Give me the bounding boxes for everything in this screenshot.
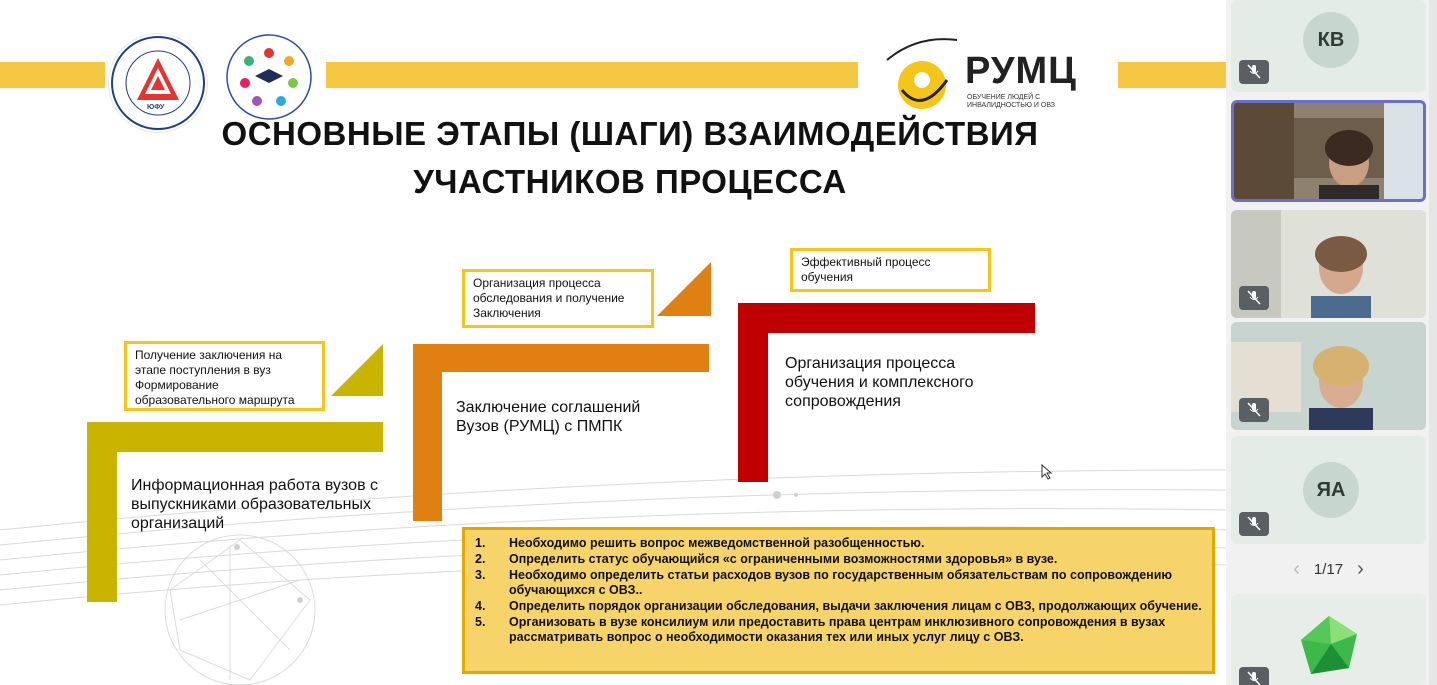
slide-title <box>150 110 1110 206</box>
notes-list-item: 5. Организовать в вузе консилиум или предоставить права центрам инклюзивного сопровождения в вузах рассматривать вопрос о необходимости оказания тех или иных услуг лицу с ОВЗ. <box>475 615 1166 644</box>
avatar: КВ <box>1303 12 1359 68</box>
participant-tile[interactable] <box>1231 0 1426 92</box>
participant-video-tile[interactable] <box>1231 322 1426 430</box>
participant-tile[interactable] <box>1231 436 1426 544</box>
resource-center-logo-mark <box>225 33 313 121</box>
header-bar-middle <box>326 62 858 88</box>
chevron-left-icon[interactable]: ‹ <box>1293 557 1300 580</box>
step-1-box: Получение заключения на этапе поступления в вуз Формирование образовательного маршрута <box>124 341 325 411</box>
notes-list-item: 3. Необходимо определить статьи расходов вузов по государственным обязательствам по сопровождению обучающихся с ОВЗ.. <box>475 568 1173 597</box>
gem-icon <box>1297 614 1361 678</box>
scrollbar[interactable] <box>1429 0 1437 685</box>
mouse-cursor-icon <box>1041 464 1053 480</box>
mic-off-icon[interactable] <box>1239 667 1269 685</box>
participant-tile[interactable] <box>1231 594 1426 685</box>
notes-list <box>475 536 1202 645</box>
rumc-logo-mark <box>877 30 967 120</box>
slide-title-line1: ОСНОВНЫЕ ЭТАПЫ (ШАГИ) ВЗАИМОДЕЙСТВИЯ <box>221 115 1039 152</box>
header-bar-left <box>0 62 105 88</box>
avatar: ЯА <box>1303 462 1359 518</box>
mic-off-icon[interactable] <box>1239 512 1269 536</box>
step-3-box: Эффективный процесс обучения <box>790 248 991 292</box>
rumc-title: РУМЦ <box>965 50 1077 92</box>
rumc-subtitle: ОБУЧЕНИЕ ЛЮДЕЙ С ИНВАЛИДНОСТЬЮ И ОВЗ <box>967 94 1056 109</box>
step-1-arrow <box>331 344 383 396</box>
notes-list-item: 1. Необходимо решить вопрос межведомственной разобщенностью. <box>475 536 925 550</box>
step-2-box: Организация процесса обследования и получение Заключения <box>462 269 654 328</box>
notes-list-item: 2. Определить статус обучающийся «с ограниченными возможностями здоровья» в вузе. <box>475 552 1058 566</box>
participants-pager <box>1231 556 1426 582</box>
participant-video-tile[interactable] <box>1231 210 1426 318</box>
rumc-logo <box>877 30 1097 120</box>
mic-off-icon[interactable] <box>1239 398 1269 422</box>
video-feed <box>1234 103 1426 202</box>
mic-off-icon[interactable] <box>1239 286 1269 310</box>
header-bar-right <box>1118 62 1226 88</box>
step-2-arrow <box>657 262 711 316</box>
notes-box <box>462 527 1215 674</box>
mic-off-icon[interactable] <box>1239 60 1269 84</box>
notes-list-item: 4. Определить порядок организации обследования, выдачи заключения лицам с ОВЗ, продолжающих обучение. <box>475 599 1202 613</box>
resource-center-logo <box>225 33 313 121</box>
sfedu-abbr: ЮФУ <box>147 104 165 111</box>
step-1-text: Информационная работа вузов с выпускниками образовательных организаций <box>131 477 379 532</box>
step-2-text: Заключение соглашений Вузов (РУМЦ) с ПМПК <box>456 399 641 435</box>
participant-video-tile[interactable] <box>1231 100 1426 202</box>
step-3-text: Организация процесса обучения и комплексного сопровождения <box>785 355 974 410</box>
slide-title-line2: УЧАСТНИКОВ ПРОЦЕССА <box>413 163 847 200</box>
chevron-right-icon[interactable]: › <box>1357 557 1364 580</box>
page-indicator: 1/17 <box>1313 560 1344 578</box>
